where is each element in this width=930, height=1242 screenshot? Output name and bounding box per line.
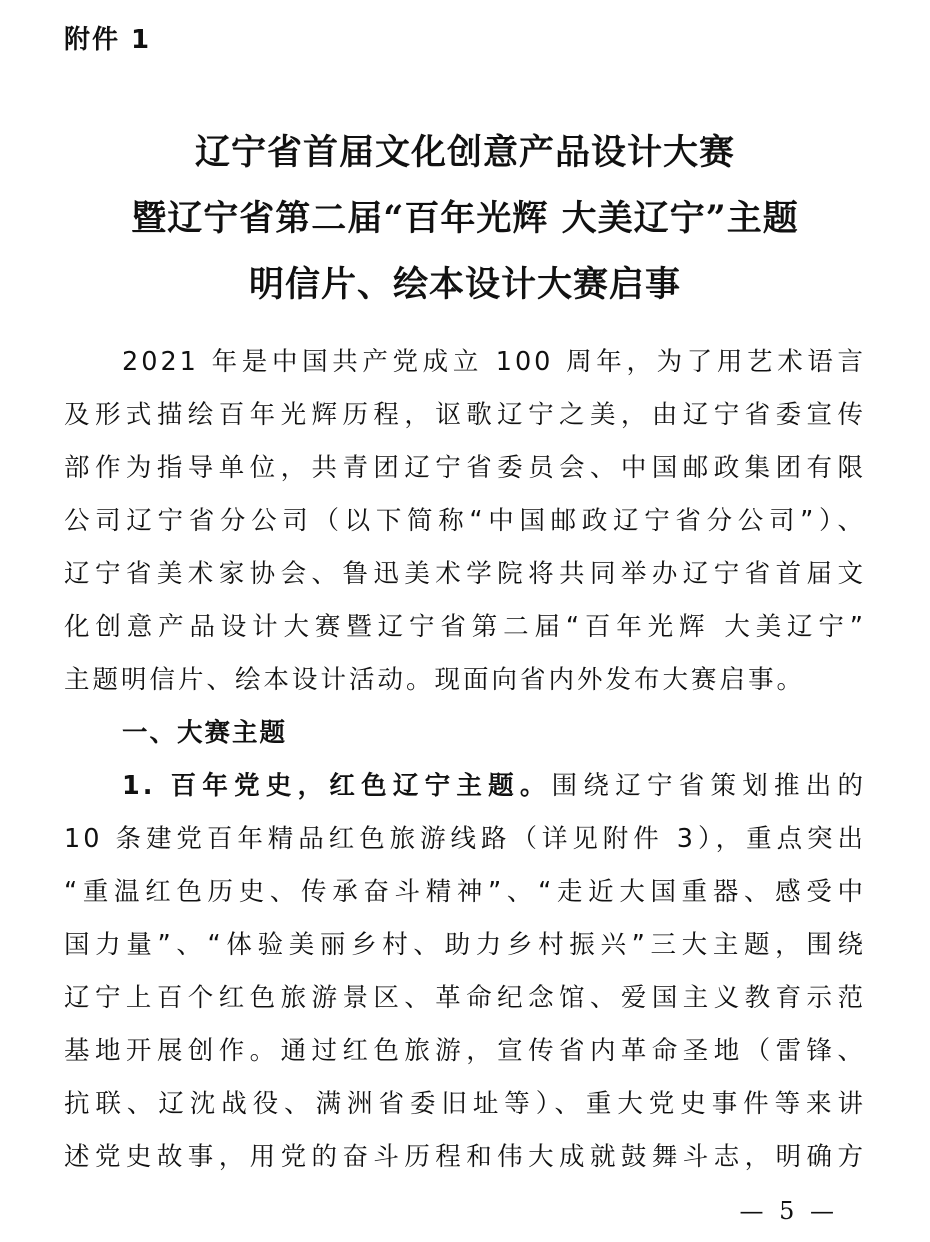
intro-paragraph-line: 主题明信片、绘本设计活动。现面向省内外发布大赛启事。 <box>64 665 806 695</box>
item1-bold-heading: 1. 百年党史，红色辽宁主题。 <box>122 771 552 801</box>
intro-paragraph-line: 及形式描绘百年光辉历程，讴歌辽宁之美，由辽宁省委宣传 <box>64 400 866 430</box>
intro-paragraph-line: 2021 年是中国共产党成立 100 周年，为了用艺术语言 <box>122 347 866 377</box>
section-heading: 一、大赛主题 <box>122 718 288 748</box>
page-number: — 5 — <box>739 1197 838 1225</box>
item1-first-line-rest: 围绕辽宁省策划推出的 <box>551 771 866 801</box>
item1-paragraph-line: “重温红色历史、传承奋斗精神”、“走近大国重器、感受中 <box>64 877 866 907</box>
title-line: 暨辽宁省第二届“百年光辉 大美辽宁”主题 <box>131 198 799 239</box>
attachment-label: 附件 1 <box>64 25 152 55</box>
item1-paragraph-line: 国力量”、“体验美丽乡村、助力乡村振兴”三大主题，围绕 <box>64 930 866 960</box>
title-line: 辽宁省首届文化创意产品设计大赛 <box>194 132 735 173</box>
item1-paragraph-line: 10 条建党百年精品红色旅游线路（详见附件 3），重点突出 <box>64 824 866 854</box>
item1-paragraph-line: 述党史故事，用党的奋斗历程和伟大成就鼓舞斗志，明确方 <box>64 1142 866 1172</box>
item1-first-line <box>64 760 866 813</box>
title-line: 明信片、绘本设计大赛启事 <box>248 264 681 305</box>
item1-paragraph-line: 辽宁上百个红色旅游景区、革命纪念馆、爱国主义教育示范 <box>64 983 866 1013</box>
document-body <box>64 336 866 1184</box>
intro-paragraph-line: 化创意产品设计大赛暨辽宁省第二届“百年光辉 大美辽宁” <box>64 612 866 642</box>
intro-paragraph-line: 公司辽宁省分公司（以下简称“中国邮政辽宁省分公司”）、 <box>64 506 866 536</box>
intro-paragraph-line: 辽宁省美术家协会、鲁迅美术学院将共同举办辽宁省首届文 <box>64 559 866 589</box>
item1-paragraph-line: 基地开展创作。通过红色旅游，宣传省内革命圣地（雷锋、 <box>64 1036 866 1066</box>
page-footer <box>0 1196 930 1226</box>
item1-paragraph-line: 抗联、辽沈战役、满洲省委旧址等）、重大党史事件等来讲 <box>64 1089 866 1119</box>
intro-paragraph-line: 部作为指导单位，共青团辽宁省委员会、中国邮政集团有限 <box>64 453 866 483</box>
document-title <box>40 120 890 318</box>
